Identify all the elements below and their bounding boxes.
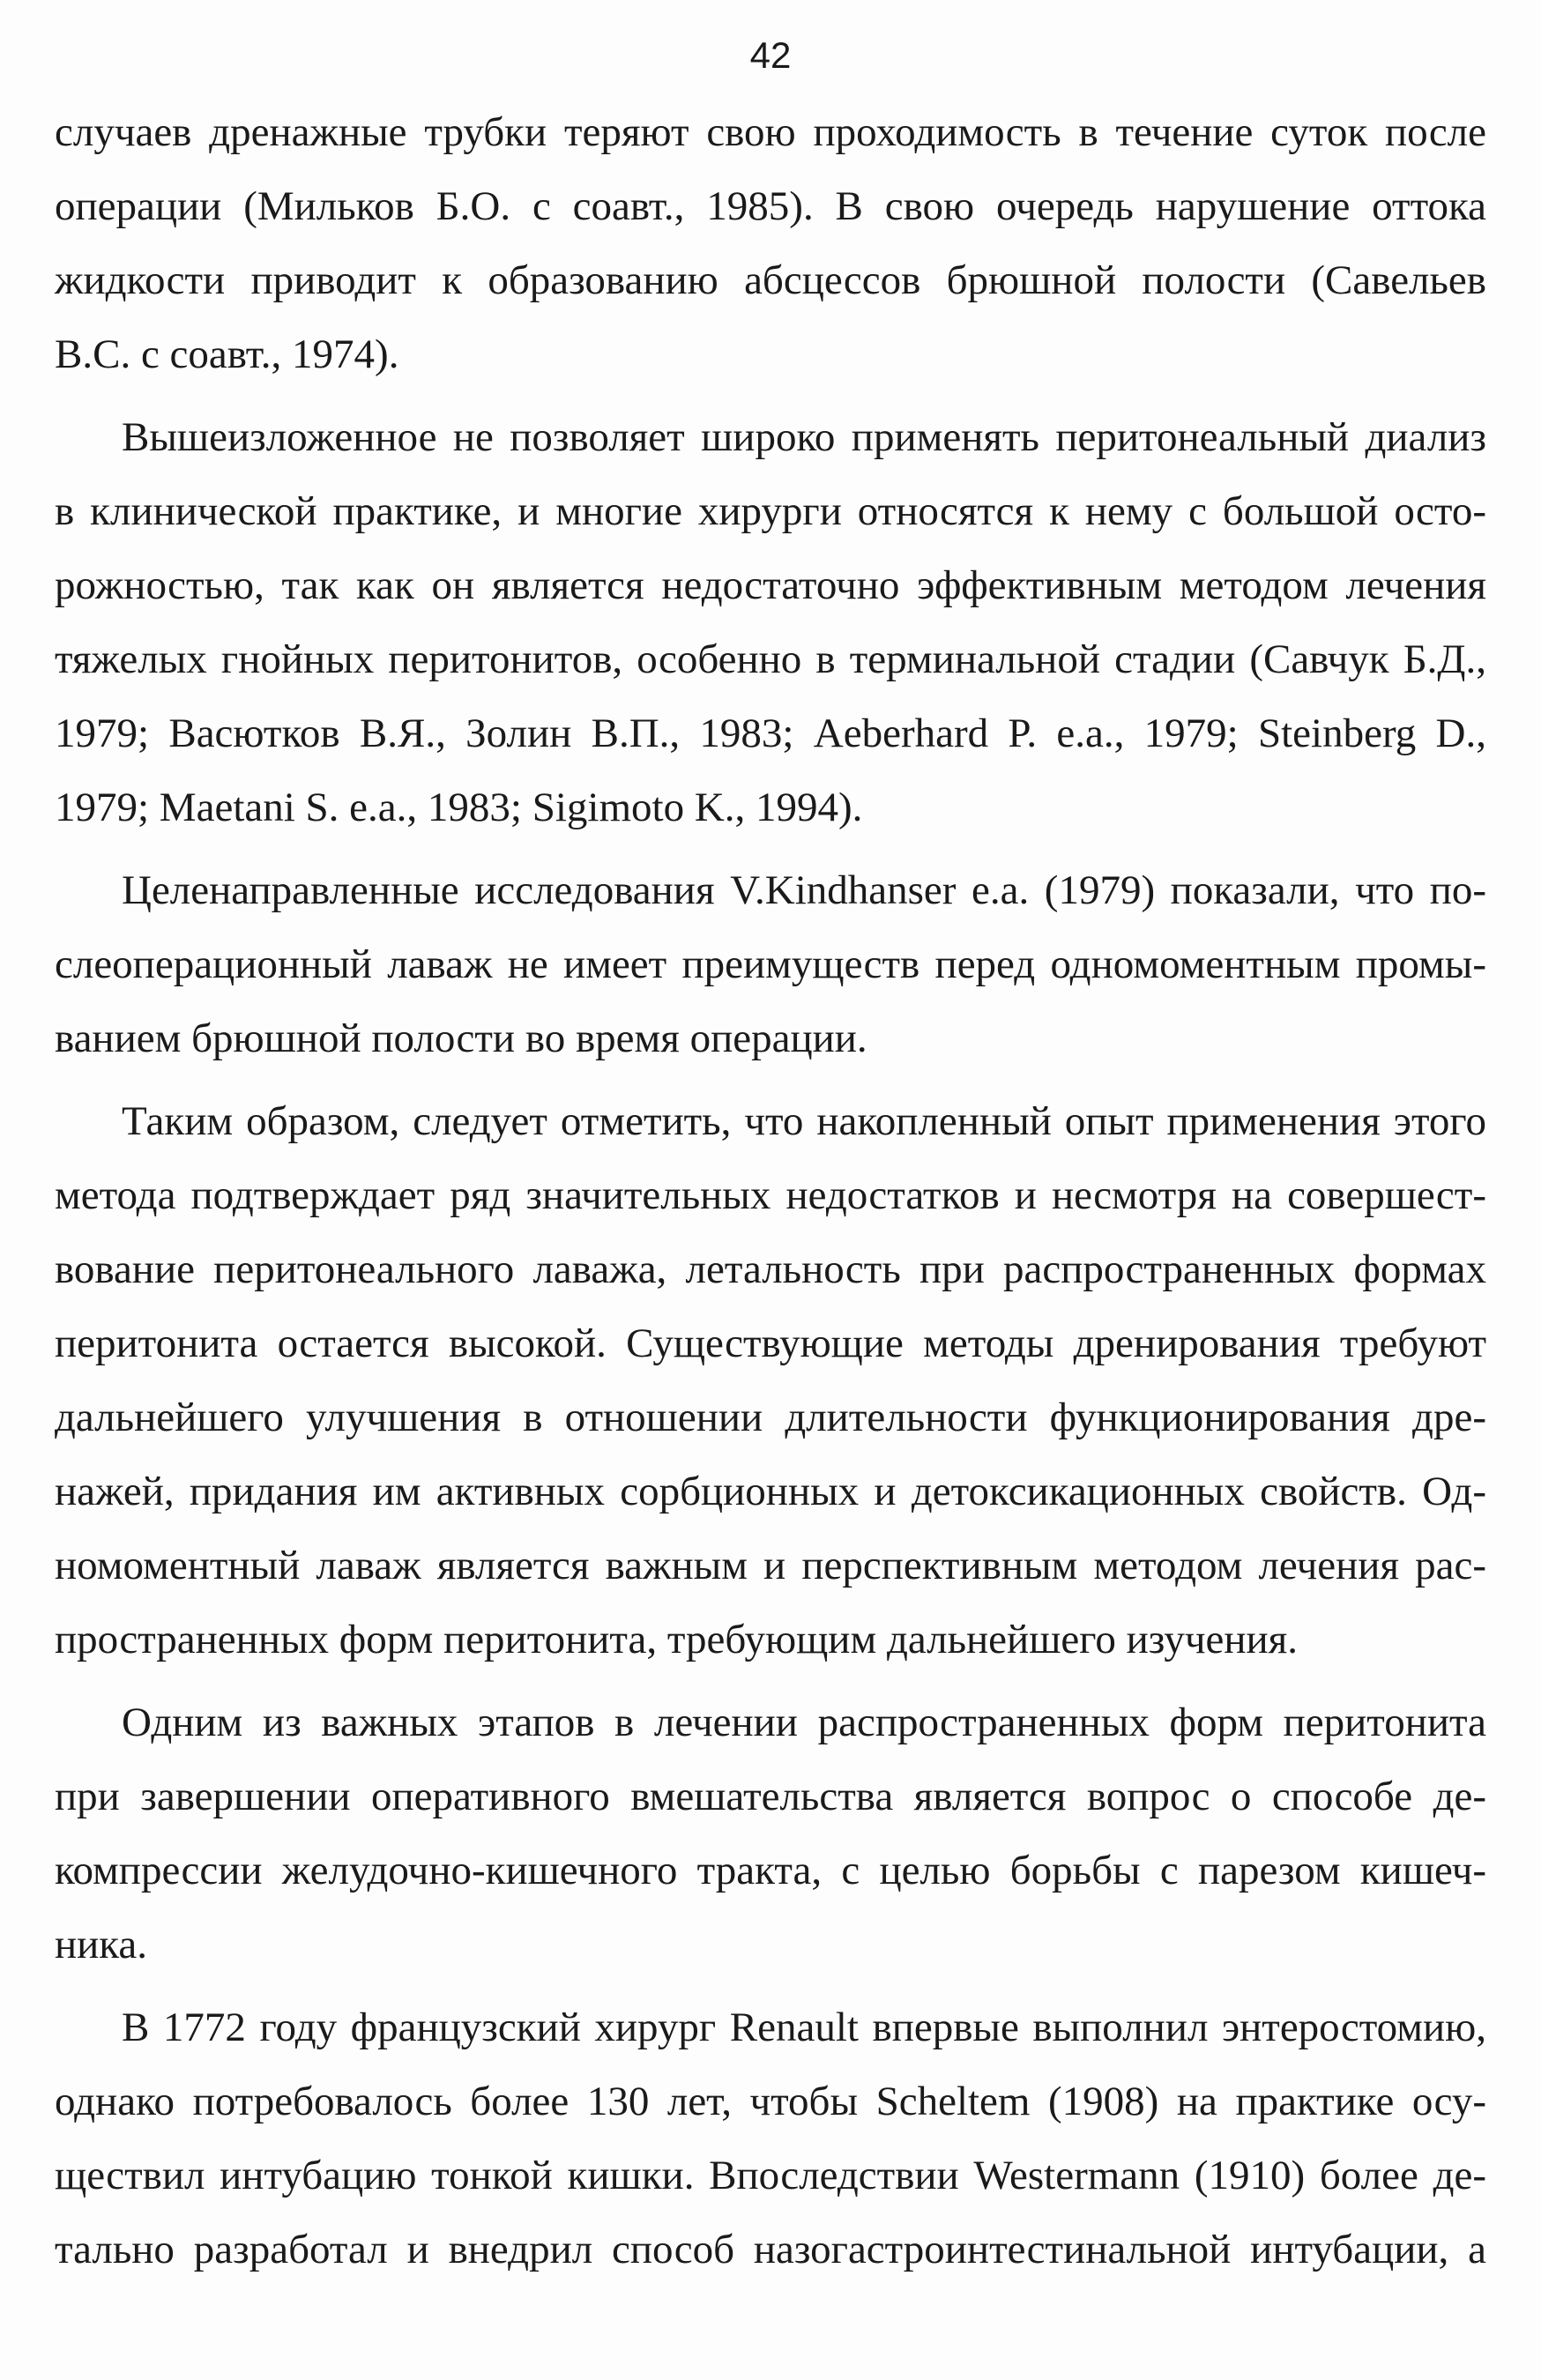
page-number: 42 <box>749 34 792 76</box>
text-line: случаев дренажные трубки теряют свою проходимость в течение суток после <box>55 109 1486 155</box>
text-line: пространенных форм перитонита, требующим дальнейшего изучения. <box>55 1617 1298 1662</box>
text-line: рожностью, так как он является недостаточно эффективным методом лечения <box>55 562 1486 608</box>
body-text <box>55 95 1486 2287</box>
text-line: тяжелых гнойных перитонитов, особенно в терминальной стадии (Савчук Б.Д., <box>55 636 1486 682</box>
text-line: вование перитонеального лаважа, летальность при распространенных формах <box>55 1246 1486 1292</box>
text-line: В.С. с соавт., 1974). <box>55 331 399 377</box>
text-line: дальнейшего улучшения в отношении длительности функционирования дре- <box>55 1395 1486 1440</box>
text-line: метода подтверждает ряд значительных недостатков и несмотря на совершест- <box>55 1172 1486 1218</box>
paragraph-5 <box>55 1685 1486 1982</box>
text-line: ника. <box>55 1922 148 1967</box>
text-line: при завершении оперативного вмешательства является вопрос о способе де- <box>55 1774 1486 1819</box>
text-line: однако потребовалось более 130 лет, чтобы Scheltem (1908) на практике осу- <box>55 2079 1486 2124</box>
text-line: номоментный лаваж является важным и перспективным методом лечения рас- <box>55 1543 1486 1588</box>
text-line: в клинической практике, и многие хирурги относятся к нему с большой осто- <box>55 488 1486 534</box>
text-line: нажей, придания им активных сорбционных и детоксикационных свойств. Од- <box>55 1469 1486 1514</box>
text-line: 1979; Maetani S. e.a., 1983; Sigimoto K., 1994). <box>55 785 863 830</box>
text-line: ванием брюшной полости во время операции. <box>55 1015 867 1061</box>
paragraph-6 <box>55 1990 1486 2287</box>
paragraph-1 <box>55 95 1486 391</box>
text-line: тально разработал и внедрил способ назогастроинтестинальной интубации, а <box>55 2227 1486 2272</box>
text-line: ществил интубацию тонкой кишки. Впоследствии Westermann (1910) более де- <box>55 2153 1486 2198</box>
text-line: слеоперационный лаваж не имеет преимуществ перед одномоментным промы- <box>55 941 1486 987</box>
text-line: В 1772 году французский хирург Renault впервые выполнил энтеростомию, <box>122 2004 1486 2050</box>
text-line: 1979; Васютков В.Я., Золин В.П., 1983; Aeberhard P. e.a., 1979; Steinberg D., <box>55 710 1486 756</box>
paragraph-3 <box>55 853 1486 1075</box>
text-line: компрессии желудочно-кишечного тракта, с целью борьбы с парезом кишеч- <box>55 1848 1486 1893</box>
text-line: перитонита остается высокой. Существующие методы дренирования требуют <box>55 1320 1486 1366</box>
text-line: жидкости приводит к образованию абсцессов брюшной полости (Савельев <box>55 257 1486 303</box>
text-line: Одним из важных этапов в лечении распространенных форм перитонита <box>122 1699 1486 1745</box>
text-line: Таким образом, следует отметить, что накопленный опыт применения этого <box>122 1098 1486 1144</box>
text-line: операции (Мильков Б.О. с соавт., 1985). В свою очередь нарушение оттока <box>55 183 1486 229</box>
text-line: Целенаправленные исследования V.Kindhanser e.a. (1979) показали, что по- <box>122 867 1486 913</box>
paragraph-2 <box>55 400 1486 844</box>
paragraph-4 <box>55 1084 1486 1677</box>
text-line: Вышеизложенное не позволяет широко применять перитонеальный диализ <box>122 414 1486 460</box>
